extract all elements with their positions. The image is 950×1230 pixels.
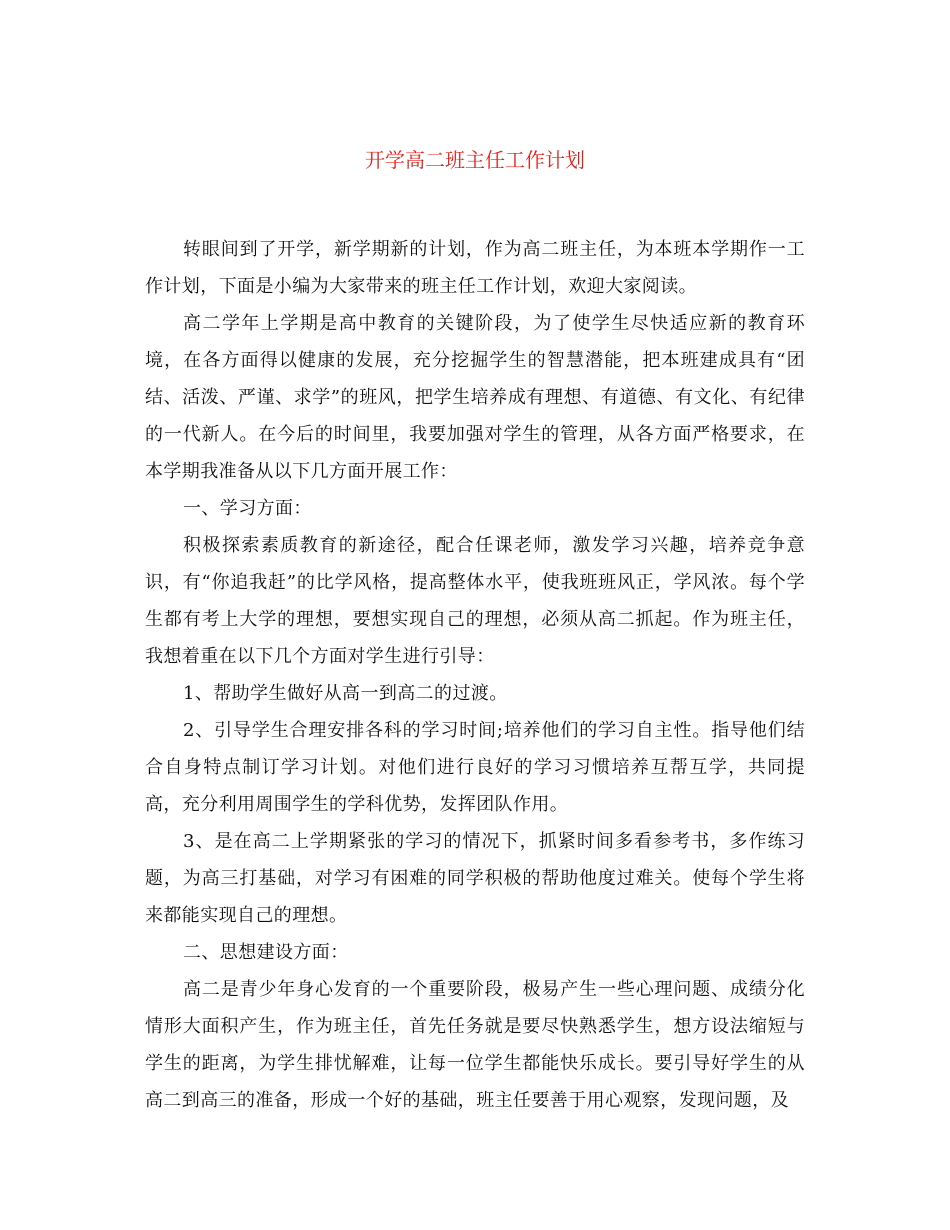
list-item-1: 1、帮助学生做好从高一到高二的过渡。 (183, 683, 508, 704)
section-heading-ideology: 二、思想建设方面： (183, 942, 349, 963)
paragraph-ideology: 高二是青少年身心发育的一个重要阶段，极易产生一些心理问题、成绩分化情形大面积产生，作为班主任，首先任务就是要尽快熟悉学生，想方设法缩短与学生的距离，为学生排忧解难，让每一位学生都能快乐成长。要引导好学生的从高二到高三的准备，形成一个好的基础，班主任要善于用心观察，发现问题，及 (145, 979, 805, 1111)
document-page (145, 140, 805, 1119)
list-item-2: 2、引导学生合理安排各科的学习时间;培养他们的学习自主性。指导他们结合自身特点制订学习计划。对他们进行良好的学习习惯培养互帮互学，共同提高，充分利用周围学生的学科优势，发挥团队作用。 (145, 720, 805, 815)
document-title: 开学高二班主任工作计划 (365, 148, 585, 172)
section-heading-study: 一、学习方面： (183, 498, 312, 519)
list-item-3: 3、是在高二上学期紧张的学习的情况下，抓紧时间多看参考书，多作练习题，为高三打基础，对学习有困难的同学积极的帮助他度过难关。使每个学生将来都能实现自己的理想。 (145, 831, 805, 926)
paragraph-study: 积极探索素质教育的新途径，配合任课老师，激发学习兴趣，培养竞争意识，有“你追我赶”的比学风格，提高整体水平，使我班班风正，学风浓。每个学生都有考上大学的理想，要想实现自己的理想，必须从高二抓起。作为班主任，我想着重在以下几个方面对学生进行引导： (145, 535, 805, 667)
paragraph-intro: 转眼间到了开学，新学期新的计划，作为高二班主任，为本班本学期作一工作计划，下面是小编为大家带来的班主任工作计划，欢迎大家阅读。 (145, 239, 805, 297)
paragraph-overview: 高二学年上学期是高中教育的关键阶段，为了使学生尽快适应新的教育环境，在各方面得以健康的发展，充分挖掘学生的智慧潜能，把本班建成具有“团结、活泼、严谨、求学”的班风，把学生培养成有理想、有道德、有文化、有纪律的一代新人。在今后的时间里，我要加强对学生的管理，从各方面严格要求，在本学期我准备从以下几方面开展工作： (145, 313, 805, 482)
